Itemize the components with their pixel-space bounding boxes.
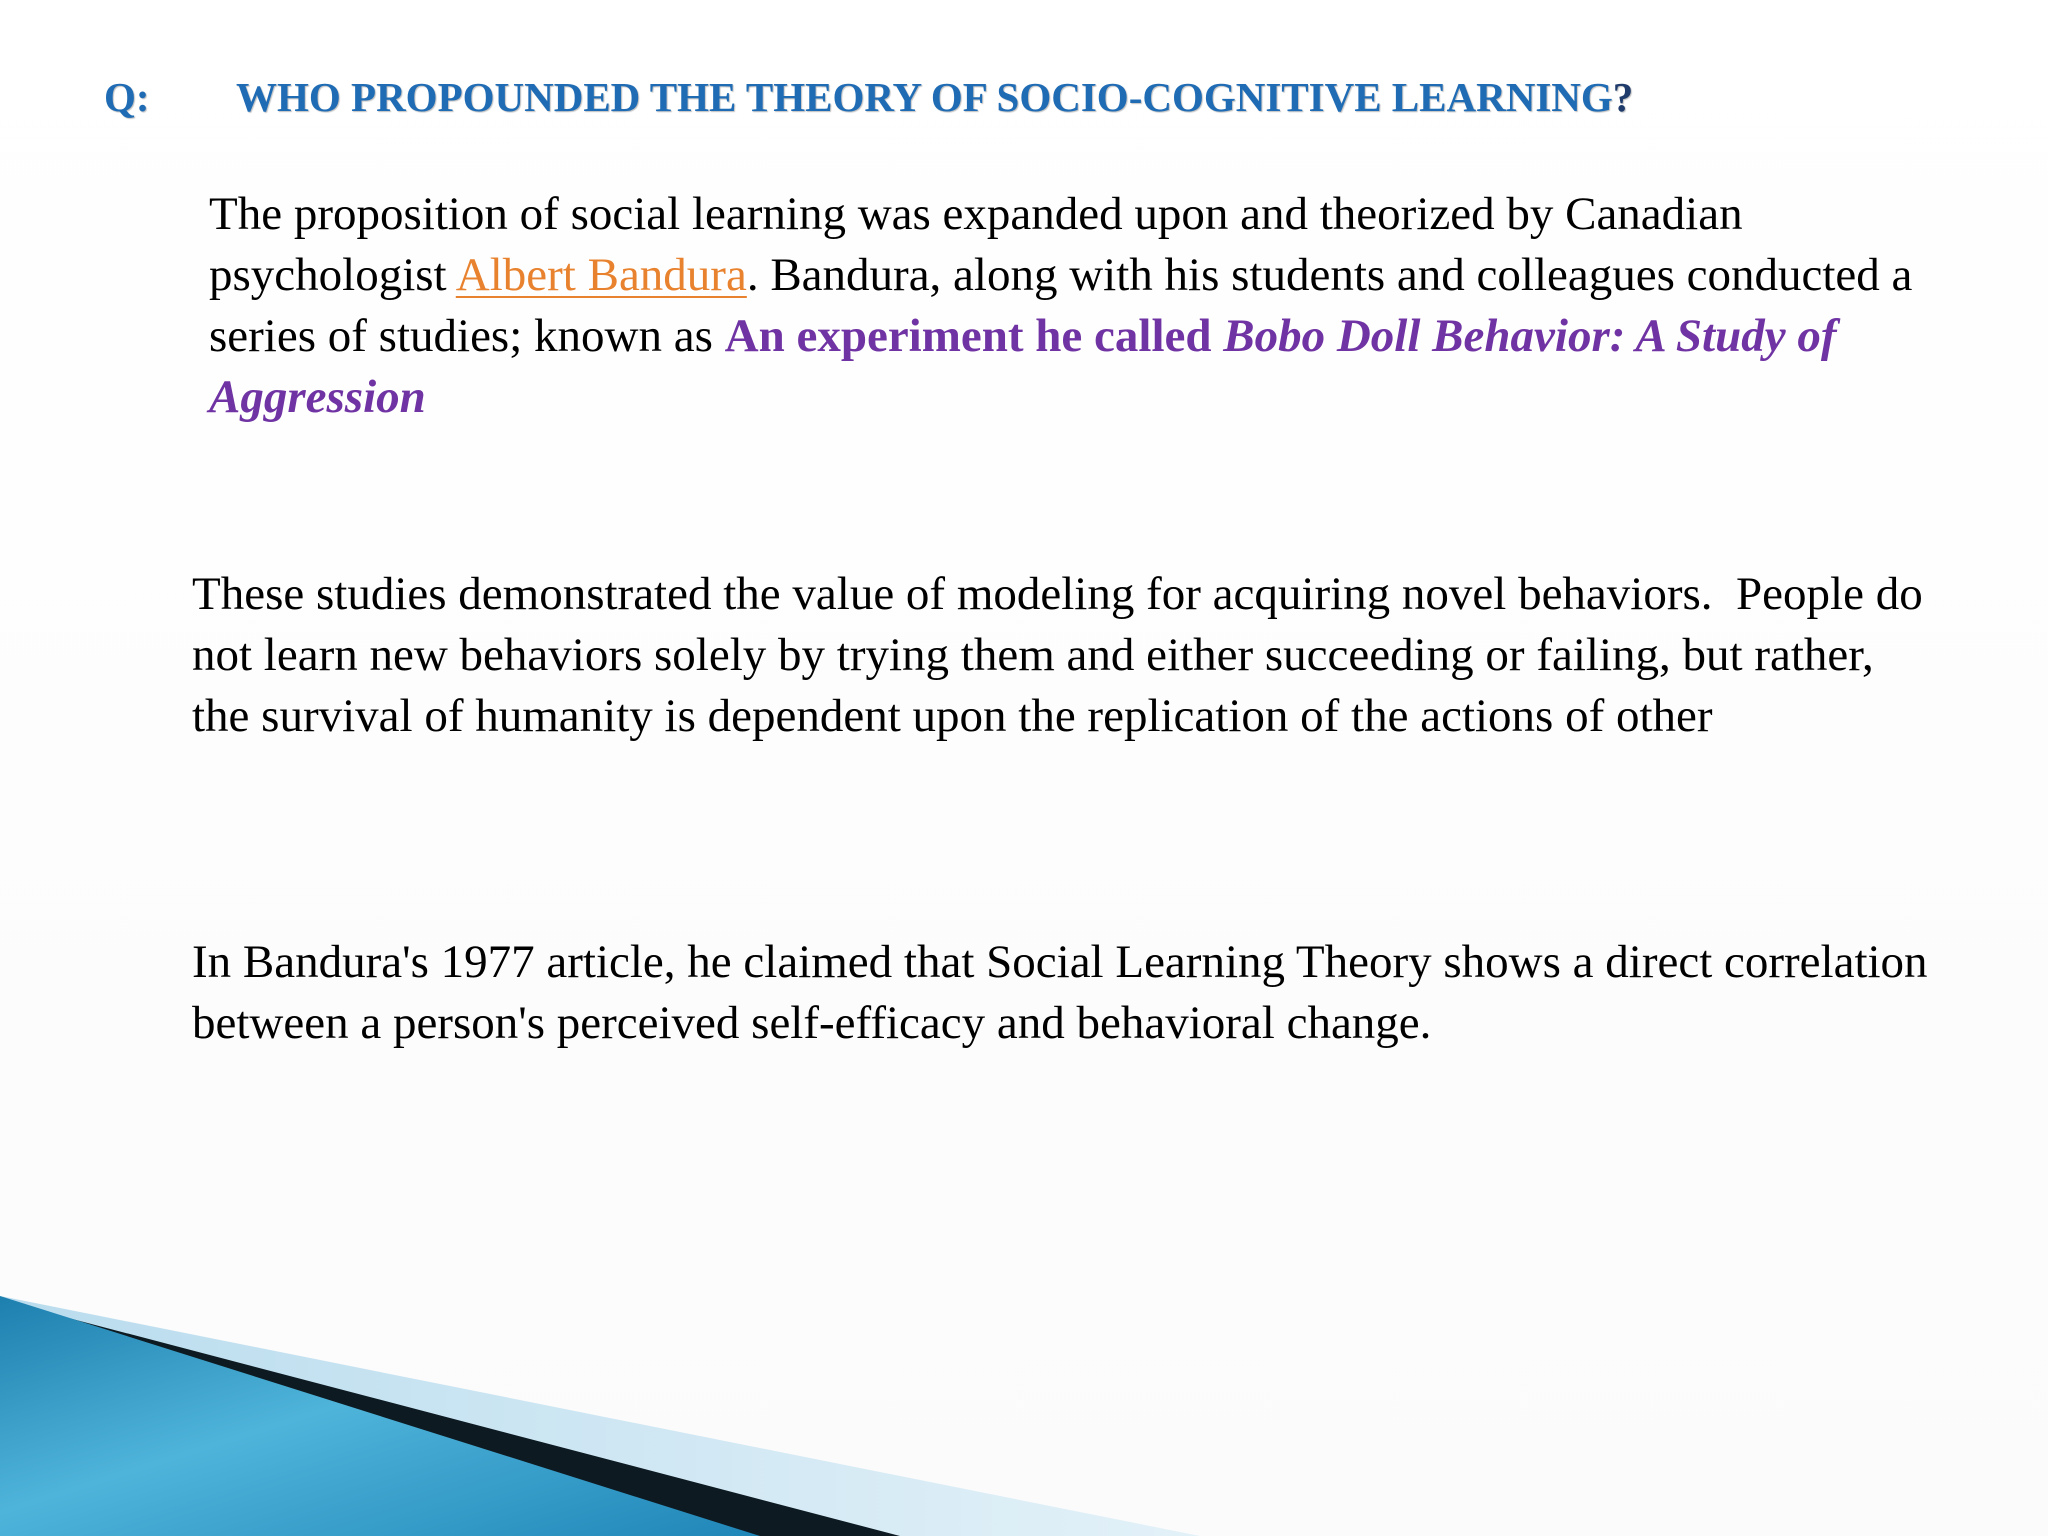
experiment-title: Bobo Doll Behavior: A Study of Aggression [209,310,1837,423]
blue-band [0,1296,760,1536]
paragraph-modeling: These studies demonstrated the value of modeling for acquiring novel behaviors. People do not learn new behaviors solely by trying them and either succeeding or failing, but rather, the survival of humanity is dependent upon the replication of the actions of other [192,568,1935,742]
question-text: WHO PROPOUNDED THE THEORY OF SOCIO-COGNITIVE LEARNING [236,74,1613,120]
pale-blue-band [0,1296,1200,1536]
albert-bandura-link[interactable]: Albert Bandura [455,249,747,301]
paragraph1-text-after-link: . Bandura, along with his students and colleagues conducted a series of studies; known as [209,249,1913,362]
question-mark: ? [1612,74,1634,120]
paragraph-self-efficacy: In Bandura's 1977 article, he claimed that Social Learning Theory shows a direct correlation between a person's perceived self-efficacy and behavioral change. [192,936,1928,1049]
paragraph1-text-before-link: The proposition of social learning was expanded upon and theorized by Canadian psychologist [209,188,1743,301]
paragraph-bandura-intro [209,184,1929,428]
question-label: Q: [104,74,150,120]
experiment-emphasis: An experiment he called [724,310,1224,362]
dark-band [0,1300,900,1536]
question-heading [104,72,1944,122]
